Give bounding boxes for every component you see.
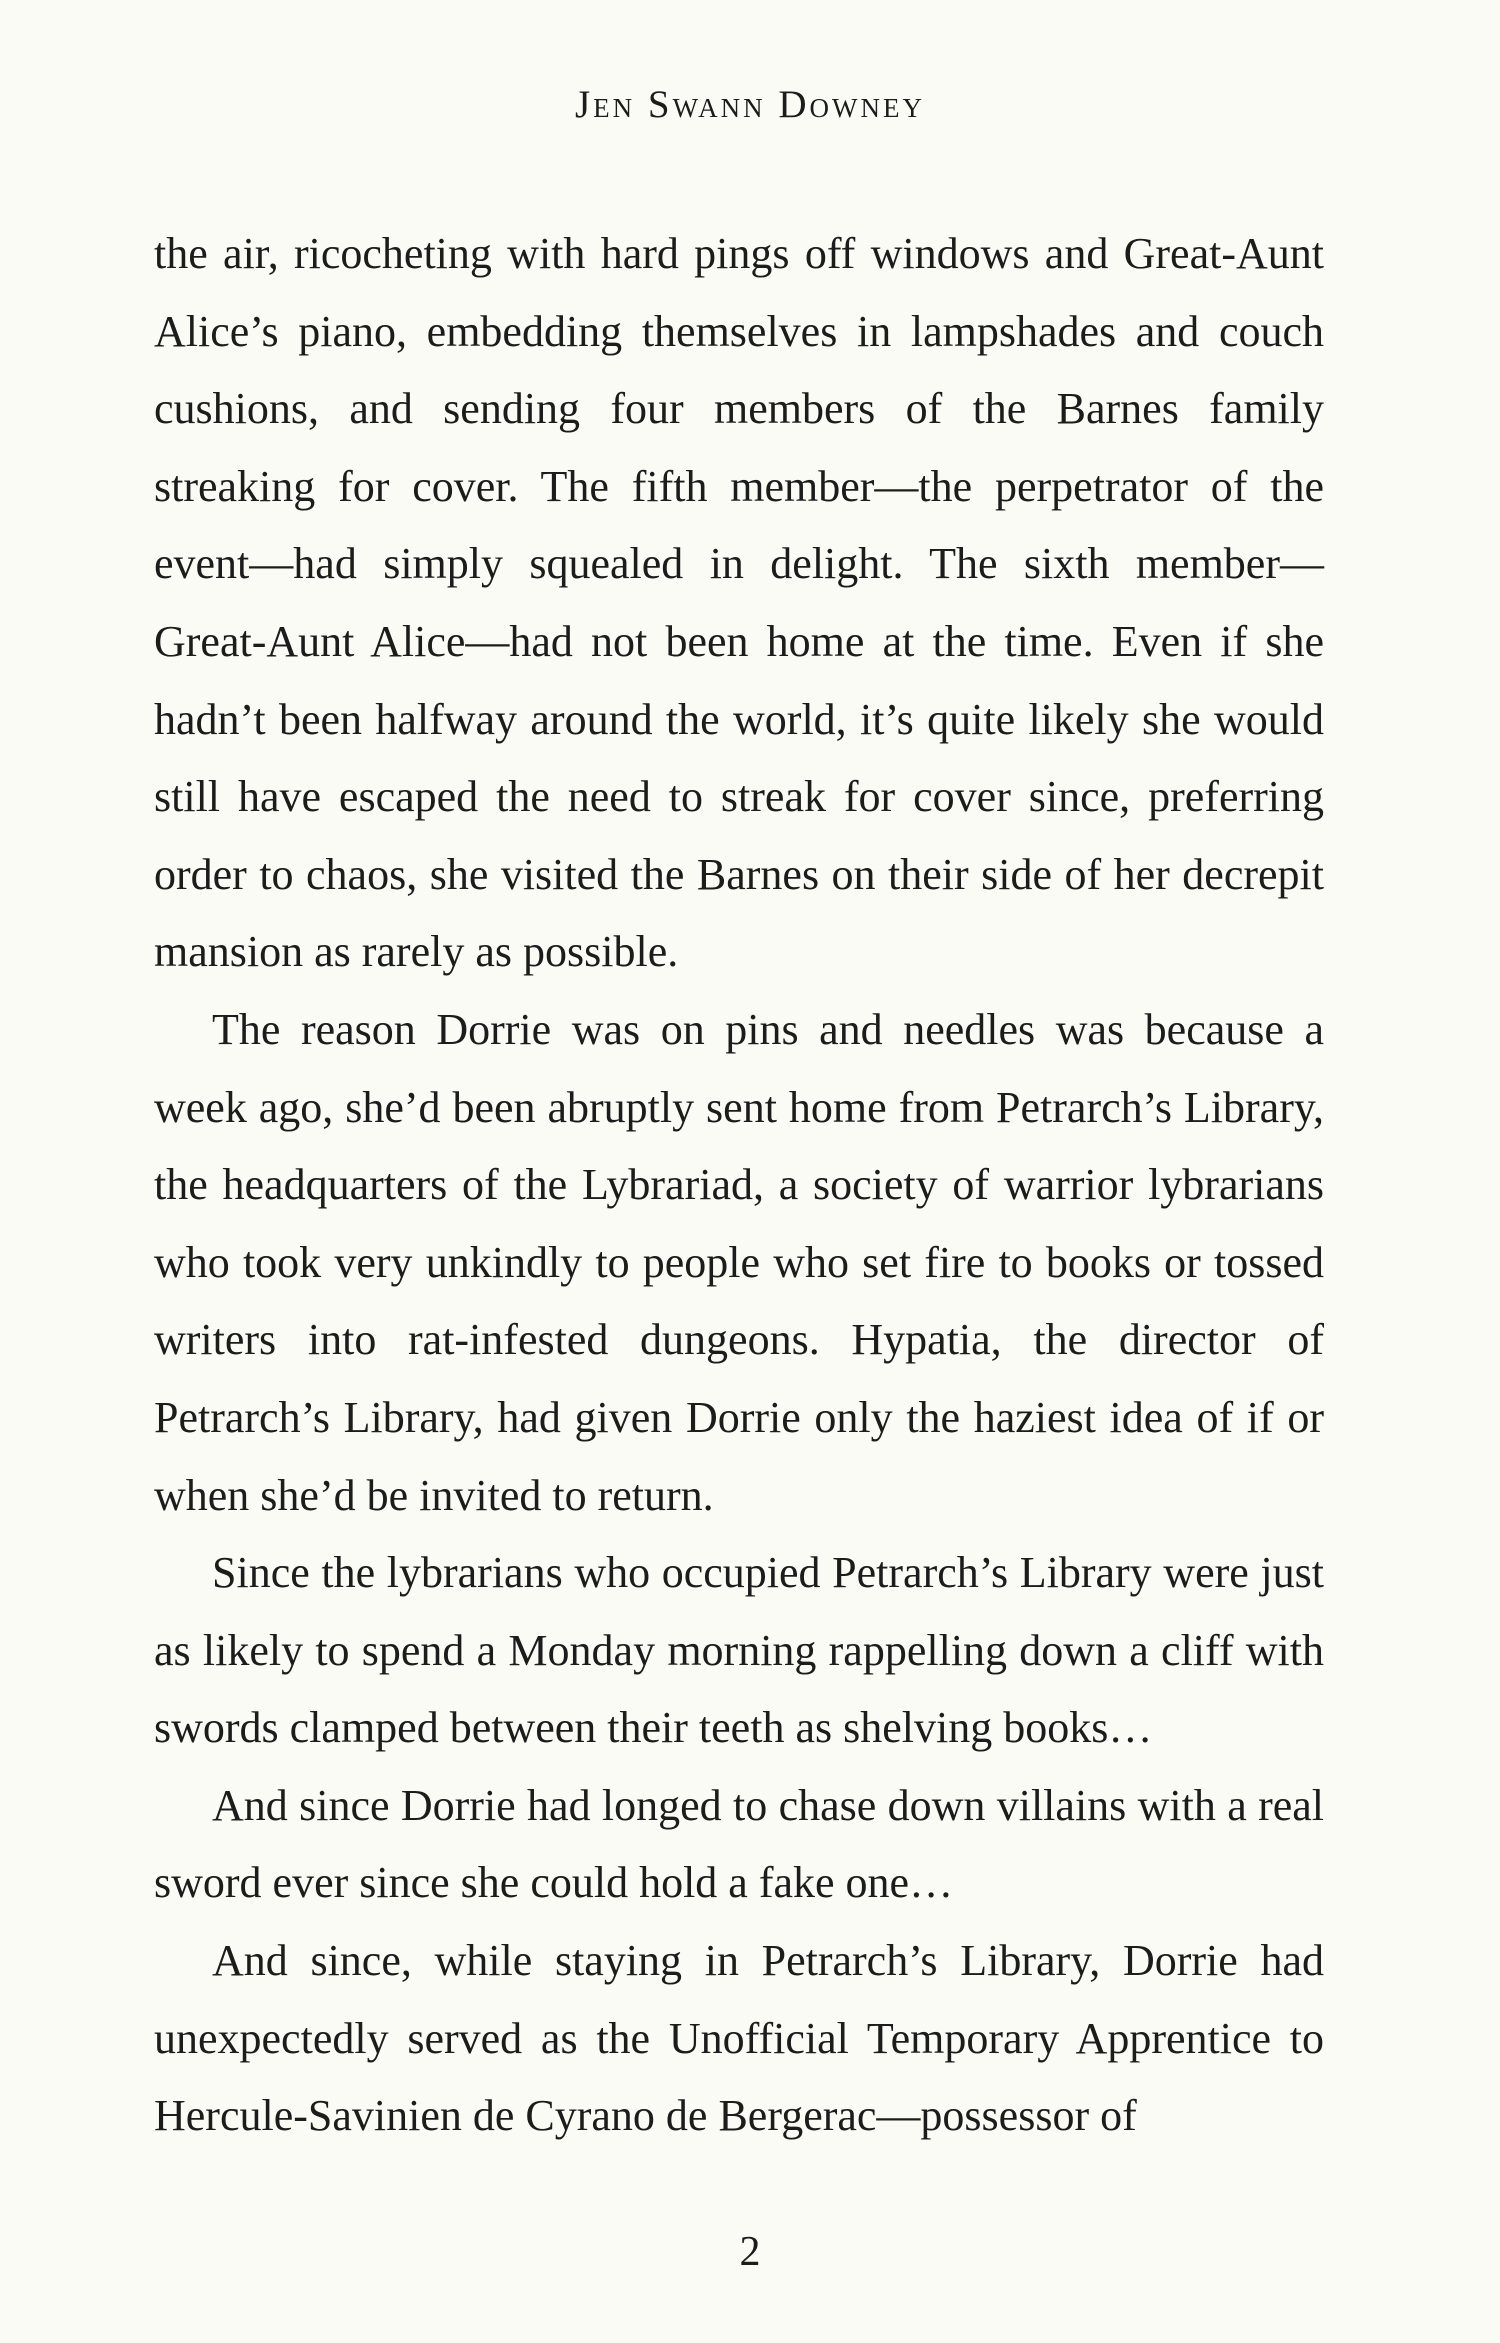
paragraph-since-apprentice: And since, while staying in Petrarch’s Library, Dorrie had unexpectedly served as the Unofficial Temporary Apprentice to Hercule-Savinien de Cyrano de Bergerac—possessor of [154, 1936, 1324, 2141]
paragraph-since-lybrarians: Since the lybrarians who occupied Petrarch’s Library were just as likely to spend a Monday morning rappelling down a cliff with swords clamped between their teeth as shelving books… [154, 1548, 1324, 1753]
page-number: 2 [739, 2229, 761, 2275]
paragraph-continued: the air, ricocheting with hard pings off windows and Great-Aunt Alice’s piano, embedding themselves in lampshades and couch cushions, and sending four members of the Barnes family streaking for cover. The fifth member—the perpetrator of the event—had simply squealed in delight. The sixth member—Great-Aunt Alice—had not been home at the time. Even if she hadn’t been halfway around the world, it’s quite likely she would still have escaped the need to streak for cover since, preferring order to chaos, she visited the Barnes on their side of her decrepit mansion as rarely as possible. [154, 229, 1324, 977]
paragraph-since-dorrie: And since Dorrie had longed to chase down villains with a real sword ever since she could hold a fake one… [154, 1780, 1324, 1908]
paragraph-reason: The reason Dorrie was on pins and needles was because a week ago, she’d been abruptly sent home from Petrarch’s Library, the headquarters of the Lybrariad, a society of warrior lybrarians who took very unkindly to people who set fire to books or tossed writers into rat-infested dungeons. Hypatia, the director of Petrarch’s Library, had given Dorrie only the haziest idea of if or when she’d be invited to return. [154, 1004, 1324, 1520]
body-text [154, 215, 1324, 2155]
running-head-author: Jen Swann Downey [575, 83, 925, 126]
